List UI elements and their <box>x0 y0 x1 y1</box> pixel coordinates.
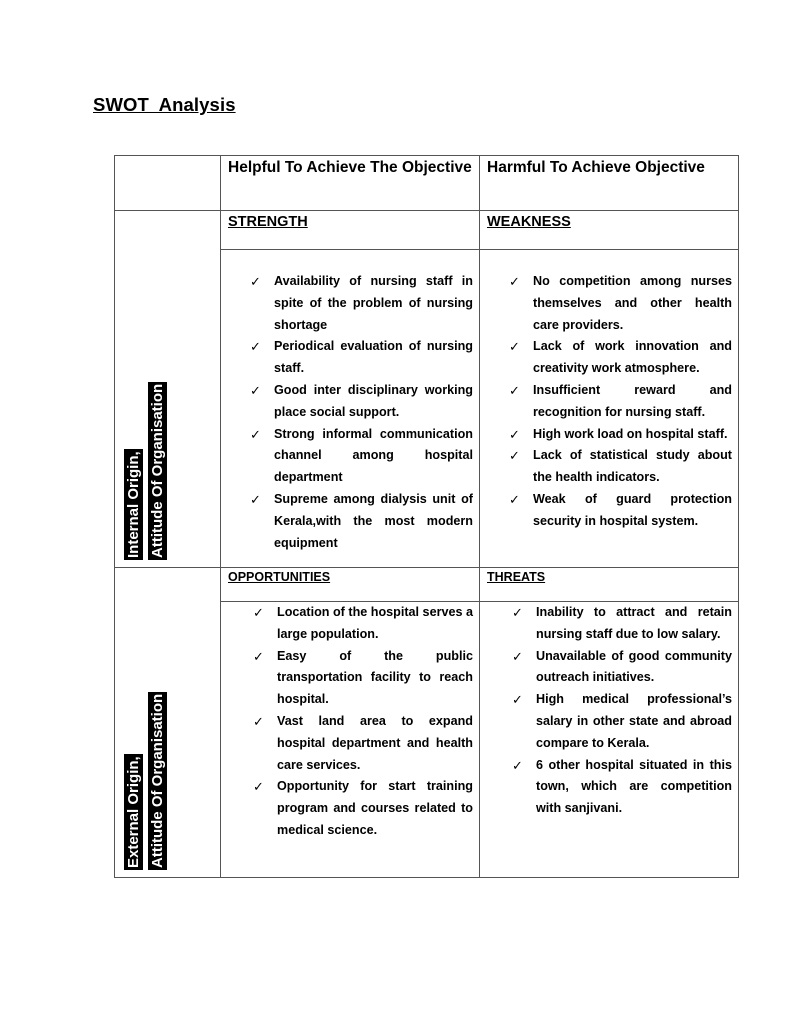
list-item: ✓ Good inter disciplinary working place social support. <box>274 380 473 424</box>
check-icon: ✓ <box>509 339 520 355</box>
internal-origin-line2: Attitude Of Organisation <box>149 383 166 558</box>
opportunities-list <box>253 602 473 842</box>
check-icon: ✓ <box>250 426 261 442</box>
list-item: ✓ Lack of statistical study about the health indicators. <box>533 445 732 489</box>
table-border-bottom <box>114 877 739 878</box>
list-item: ✓ No competition among nurses themselves and other health care providers. <box>533 271 732 336</box>
check-icon: ✓ <box>253 713 264 729</box>
list-item: ✓ High work load on hospital staff. <box>533 424 732 446</box>
strength-heading-bottom <box>220 249 739 250</box>
check-icon: ✓ <box>512 648 523 664</box>
header-helpful: Helpful To Achieve The Objective <box>228 159 472 176</box>
list-item: ✓ Unavailable of good community outreach initiatives. <box>536 646 732 690</box>
internal-row-bottom <box>114 567 739 568</box>
list-item: ✓ Inability to attract and retain nursing staff due to low salary. <box>536 602 732 646</box>
opportunities-heading: OPPORTUNITIES <box>228 570 331 584</box>
strength-list <box>250 271 473 554</box>
check-icon: ✓ <box>509 382 520 398</box>
table-divider-2 <box>479 155 480 878</box>
check-icon: ✓ <box>512 605 523 620</box>
weakness-heading: WEAKNESS <box>487 214 571 230</box>
check-icon: ✓ <box>253 648 264 664</box>
list-item: ✓ High medical professional’s salary in other state and abroad compare to Kerala. <box>536 689 732 754</box>
check-icon: ✓ <box>509 491 520 507</box>
weakness-list <box>509 271 732 533</box>
strength-heading: STRENGTH <box>228 214 308 230</box>
header-row-bottom <box>114 210 739 211</box>
list-item: ✓ 6 other hospital situated in this town, which are competition with sanjivani. <box>536 755 732 820</box>
list-item: ✓ Lack of work innovation and creativity work atmosphere. <box>533 336 732 380</box>
check-icon: ✓ <box>250 339 261 355</box>
check-icon: ✓ <box>509 448 520 464</box>
check-icon: ✓ <box>250 491 261 507</box>
check-icon: ✓ <box>253 605 264 620</box>
list-item: ✓ Opportunity for start training program and courses related to medical science. <box>277 776 473 841</box>
list-item: ✓ Strong informal communication channel among hospital department <box>274 424 473 489</box>
check-icon: ✓ <box>253 779 264 795</box>
list-item: ✓ Location of the hospital serves a large population. <box>277 602 473 646</box>
check-icon: ✓ <box>512 757 523 773</box>
threats-heading: THREATS <box>487 570 546 584</box>
list-item: ✓ Vast land area to expand hospital department and health care services. <box>277 711 473 776</box>
check-icon: ✓ <box>509 274 520 289</box>
list-item: ✓ Weak of guard protection security in hospital system. <box>533 489 732 533</box>
check-icon: ✓ <box>250 274 261 289</box>
header-harmful: Harmful To Achieve Objective <box>487 159 705 176</box>
internal-origin-line1: Internal Origin, <box>125 451 142 558</box>
external-origin-line1: External Origin, <box>125 756 142 868</box>
swot-table <box>114 155 739 878</box>
table-border-left <box>114 155 115 878</box>
external-origin-line2: Attitude Of Organisation <box>149 693 166 868</box>
list-item: ✓ Easy of the public transportation facility to reach hospital. <box>277 646 473 711</box>
list-item: ✓ Availability of nursing staff in spite of the problem of nursing shortage <box>274 271 473 336</box>
table-divider-1 <box>220 155 221 878</box>
table-border-right <box>738 155 739 878</box>
check-icon: ✓ <box>250 382 261 398</box>
threats-list <box>512 602 732 820</box>
page-title: SWOT Analysis <box>93 94 236 115</box>
list-item: ✓ Supreme among dialysis unit of Kerala,with the most modern equipment <box>274 489 473 554</box>
list-item: ✓ Periodical evaluation of nursing staff. <box>274 336 473 380</box>
list-item: ✓ Insufficient reward and recognition for nursing staff. <box>533 380 732 424</box>
check-icon: ✓ <box>512 692 523 708</box>
check-icon: ✓ <box>509 426 520 442</box>
